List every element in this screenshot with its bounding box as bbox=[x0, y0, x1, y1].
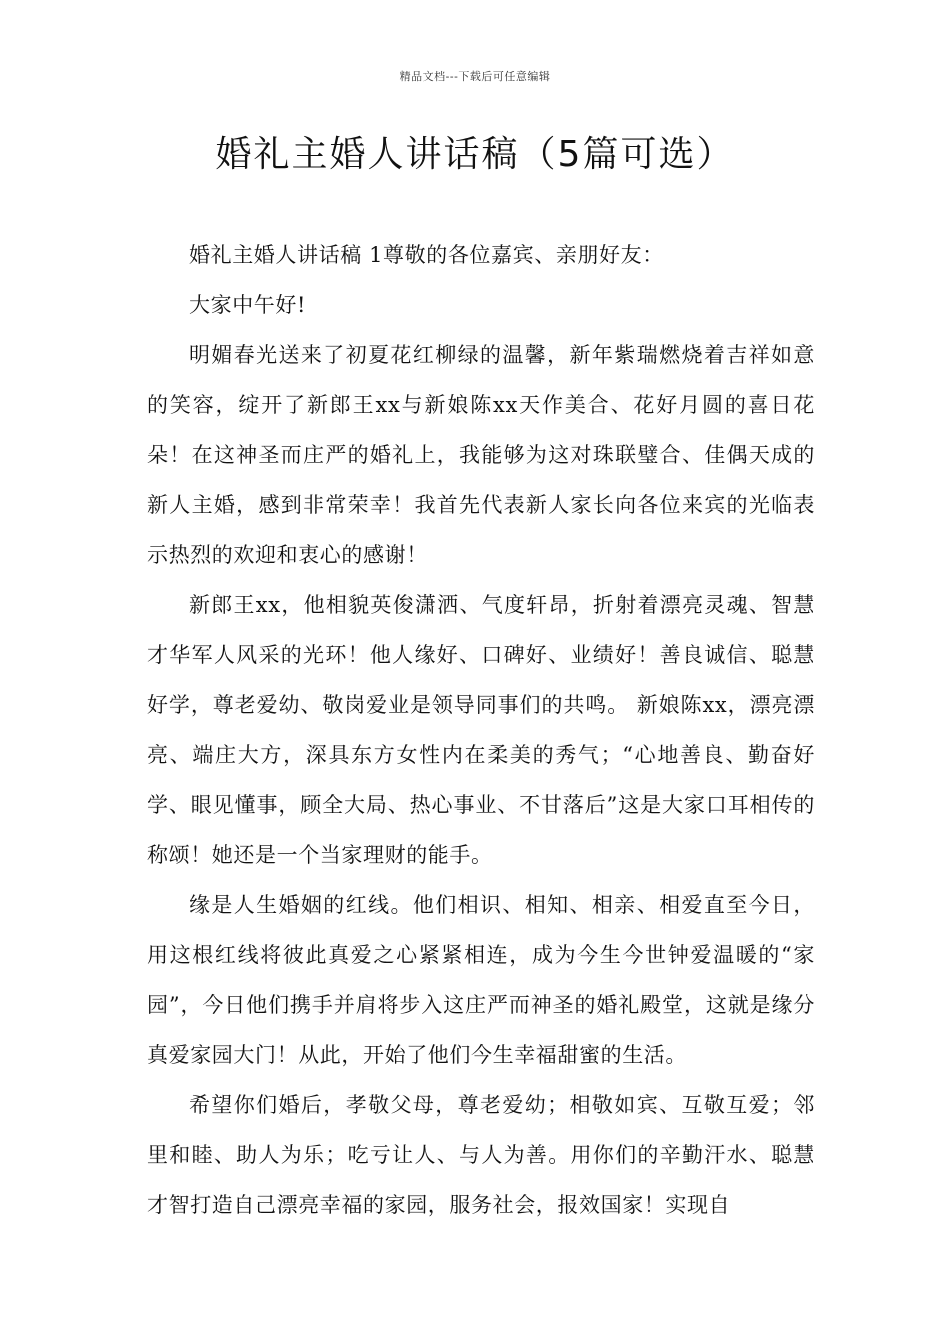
document-title: 婚礼主婚人讲话稿（5篇可选） bbox=[215, 134, 735, 175]
paragraph-couple-intro: 新郎王xx，他相貌英俊潇洒、气度轩昂，折射着漂亮灵魂、智慧才华军人风采的光环！他人缘好、口碑好、业绩好！善良诚信、聪慧好学，尊老爱幼、敬岗爱业是领导同事们的共鸣。 新娘陈xx，漂亮漂亮、端庄大方，深具东方女性内在柔美的秀气；“心地善良、勤奋好学、眼见懂事，顾全大局、热心事业、不甘落后”这是大家口耳相传的称颂！她还是一个当家理财的能手。 bbox=[147, 593, 815, 867]
paragraph-opening: 明媚春光送来了初夏花红柳绿的温馨，新年紫瑞燃烧着吉祥如意的笑容，绽开了新郎王xx与新娘陈xx天作美合、花好月圆的喜日花朵！在这神圣而庄严的婚礼上，我能够为这对珠联璧合、佳偶天成的新人主婚，感到非常荣幸！我首先代表新人家长向各位来宾的光临表示热烈的欢迎和衷心的感谢！ bbox=[147, 343, 815, 567]
paragraph-fate: 缘是人生婚姻的红线。他们相识、相知、相亲、相爱直至今日，用这根红线将彼此真爱之心紧紧相连，成为今生今世钟爱温暖的“家园”，今日他们携手并肩将步入这庄严而神圣的婚礼殿堂，这就是缘分真爱家园大门！从此，开始了他们今生幸福甜蜜的生活。 bbox=[147, 893, 815, 1067]
document-body bbox=[147, 230, 815, 1230]
paragraph-wishes: 希望你们婚后，孝敬父母，尊老爱幼；相敬如宾、互敬互爱；邻里和睦、助人为乐；吃亏让人、与人为善。用你们的辛勤汗水、聪慧才智打造自己漂亮幸福的家园，服务社会，报效国家！实现自 bbox=[147, 1093, 815, 1217]
paragraph-greeting: 婚礼主婚人讲话稿 1尊敬的各位嘉宾、亲朋好友： bbox=[189, 243, 664, 267]
header-note: 精品文档---下载后可任意编辑 bbox=[399, 70, 551, 83]
paragraph-salutation: 大家中午好! bbox=[189, 293, 307, 317]
